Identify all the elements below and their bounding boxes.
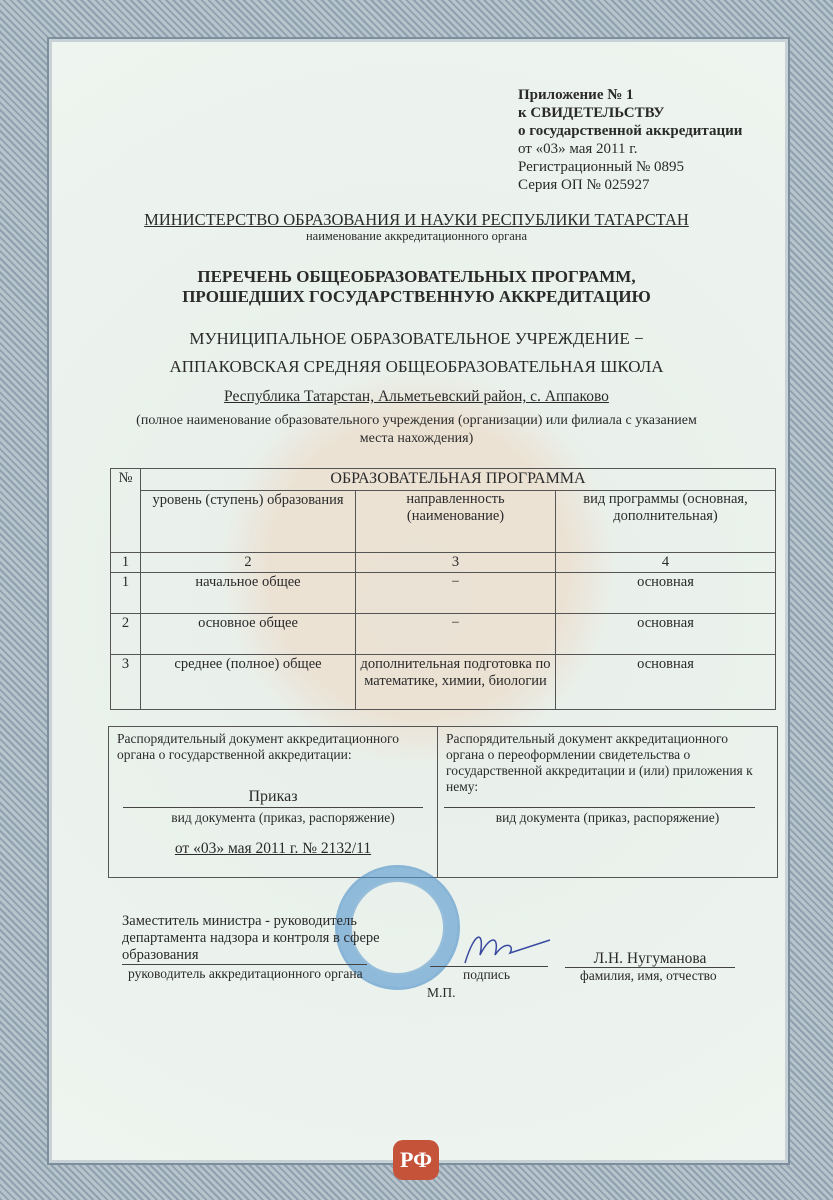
institution-line-1: МУНИЦИПАЛЬНОЕ ОБРАЗОВАТЕЛЬНОЕ УЧРЕЖДЕНИЕ − <box>189 329 644 348</box>
position-line-1: Заместитель министра - руководитель <box>122 913 357 929</box>
institution-name <box>60 325 773 381</box>
authority-name: МИНИСТЕРСТВО ОБРАЗОВАНИЯ И НАУКИ РЕСПУБЛИКИ ТАТАРСТАН <box>144 210 689 229</box>
table-row <box>111 573 776 614</box>
underline <box>444 807 755 808</box>
row-number: 2 <box>111 614 141 655</box>
order-type: Приказ <box>248 788 298 805</box>
index-cell: 2 <box>141 553 356 573</box>
index-cell: 1 <box>111 553 141 573</box>
row-number: 3 <box>111 655 141 710</box>
row-level: среднее (полное) общее <box>141 655 356 710</box>
program-header: ОБРАЗОВАТЕЛЬНАЯ ПРОГРАММА <box>141 469 776 491</box>
row-level: основное общее <box>141 614 356 655</box>
caption-line-1: (полное наименование образовательного учреждения (организации) или филиала с указанием <box>136 413 697 428</box>
series-number: Серия ОП № 025927 <box>518 177 650 193</box>
table-row <box>111 655 776 710</box>
appendix-subject: о государственной аккредитации <box>518 123 743 139</box>
document-title <box>60 267 773 307</box>
handwritten-signature <box>455 925 555 970</box>
reissue-order <box>438 727 777 877</box>
row-number: 1 <box>111 573 141 614</box>
index-cell: 3 <box>356 553 556 573</box>
appendix-number: Приложение № 1 <box>518 87 634 103</box>
name-caption: фамилия, имя, отчество <box>580 968 717 983</box>
title-line-2: ПРОШЕДШИХ ГОСУДАРСТВЕННУЮ АККРЕДИТАЦИЮ <box>182 287 651 306</box>
institution-address: Республика Татарстан, Альметьевский район, с. Аппаково <box>224 388 609 405</box>
row-level: начальное общее <box>141 573 356 614</box>
col-level-header: уровень (ступень) образования <box>141 491 356 553</box>
col-type-header: вид программы (основная, дополнительная) <box>556 491 776 553</box>
order-date-number: от «03» мая 2011 г. № 2132/11 <box>174 840 372 857</box>
signatory-name: Л.Н. Нугуманова <box>593 950 707 967</box>
col-num-header: № <box>111 469 141 553</box>
row-direction: − <box>356 614 556 655</box>
row-type: основная <box>556 614 776 655</box>
table-row <box>111 614 776 655</box>
signature-caption: подпись <box>463 967 511 982</box>
col-direction-header: направленность (наименование) <box>356 491 556 553</box>
index-cell: 4 <box>556 553 776 573</box>
title-line-1: ПЕРЕЧЕНЬ ОБЩЕОБРАЗОВАТЕЛЬНЫХ ПРОГРАММ, <box>197 267 636 286</box>
row-direction: − <box>356 573 556 614</box>
row-type: основная <box>556 573 776 614</box>
row-type: основная <box>556 655 776 710</box>
doc-type-caption: вид документа (приказ, распоряжение) <box>171 810 395 825</box>
position-line-2: департамента надзора и контроля в сфере <box>122 930 380 946</box>
appendix-date: от «03» мая 2011 г. <box>518 141 638 157</box>
row-direction: дополнительная подготовка по математике, химии, биологии <box>356 655 556 710</box>
orders-box <box>108 726 778 878</box>
registration-number: Регистрационный № 0895 <box>518 159 685 175</box>
appendix-to: к СВИДЕТЕЛЬСТВУ <box>518 105 665 121</box>
programs-table <box>110 468 776 710</box>
underline <box>123 807 423 808</box>
position-line-3: образования <box>122 947 199 963</box>
doc-type-caption: вид документа (приказ, распоряжение) <box>495 810 720 825</box>
authority-caption: наименование аккредитационного органа <box>305 229 528 243</box>
seal-place: М.П. <box>427 985 456 1000</box>
institution-line-2: АППАКОВСКАЯ СРЕДНЯЯ ОБЩЕОБРАЗОВАТЕЛЬНАЯ ШКОЛА <box>169 357 664 376</box>
institution-caption <box>60 412 773 448</box>
underline <box>122 964 367 965</box>
right-title: Распорядительный документ аккредитационного органа о переоформлении свидетельства о государственной аккредитации и (или) приложения к нему: <box>446 731 753 794</box>
caption-line-2: места нахождения) <box>359 431 474 446</box>
accreditation-order <box>109 727 438 877</box>
appendix-header <box>518 86 742 194</box>
rf-logo: РФ <box>393 1140 439 1180</box>
left-title: Распорядительный документ аккредитационного органа о государственной аккредитации: <box>117 731 399 762</box>
position-caption: руководитель аккредитационного органа <box>128 966 363 981</box>
signatory-position <box>122 913 380 964</box>
